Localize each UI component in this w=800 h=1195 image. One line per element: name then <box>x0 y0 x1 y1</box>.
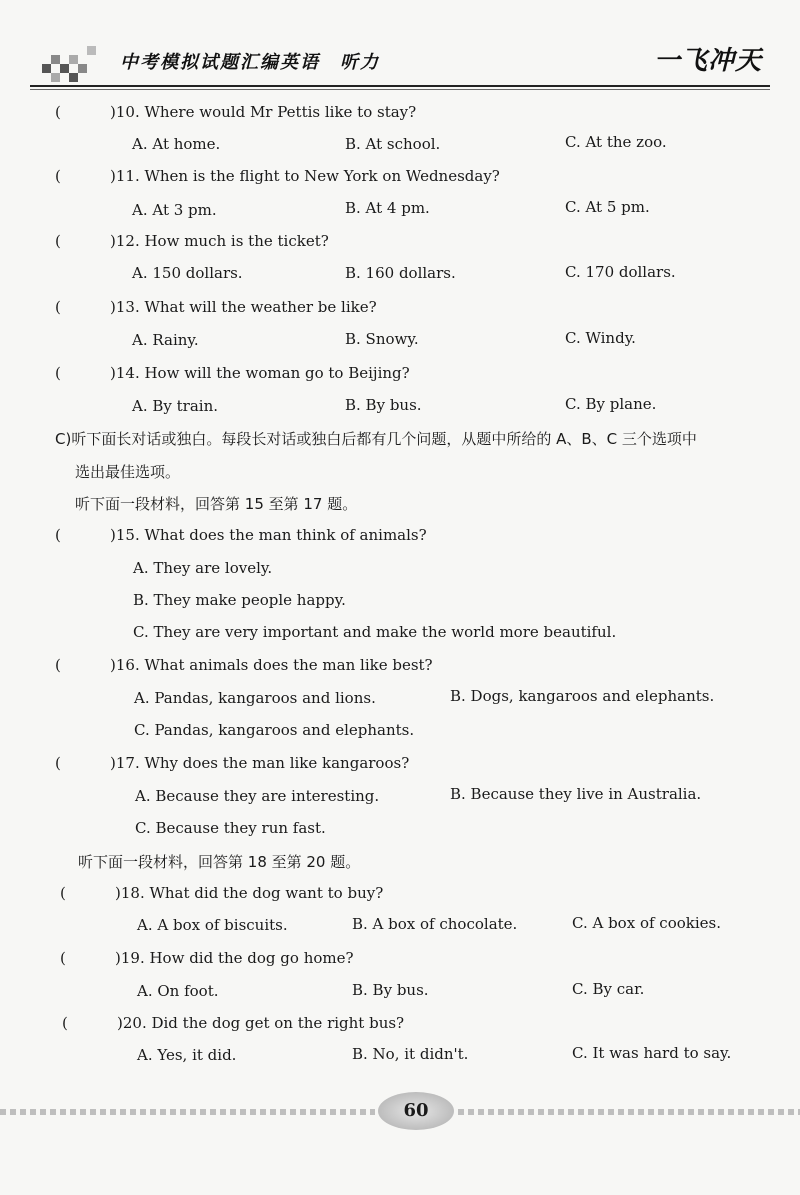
brand-logo: 一飞冲天 <box>653 46 762 76</box>
header-divider-thin <box>30 89 770 90</box>
question-10: ( )10. Where would Mr Pettis like to stay? <box>55 103 417 121</box>
option-c: C. Pandas, kangaroos and elephants. <box>134 721 415 739</box>
option-b: B. Snowy. <box>345 330 419 348</box>
option-b: B. At 4 pm. <box>345 199 430 217</box>
option-b: B. Because they live in Australia. <box>450 785 702 803</box>
option-a: A. Rainy. <box>132 331 199 349</box>
option-c: C. Because they run fast. <box>135 819 326 837</box>
question-18: ( )18. What did the dog want to buy? <box>60 884 384 902</box>
page-number: 60 <box>378 1092 454 1130</box>
question-17: ( )17. Why does the man like kangaroos? <box>55 754 410 772</box>
option-a: A. At 3 pm. <box>132 201 217 219</box>
option-b: B. Dogs, kangaroos and elephants. <box>450 687 715 705</box>
option-b: B. No, it didn't. <box>352 1045 469 1063</box>
question-14: ( )14. How will the woman go to Beijing? <box>55 364 410 382</box>
option-a: A. 150 dollars. <box>132 264 243 282</box>
option-c: C. 170 dollars. <box>565 263 676 281</box>
question-15: ( )15. What does the man think of animals? <box>55 526 427 544</box>
section-c-instruction-cont: 选出最佳选项。 <box>75 463 181 481</box>
option-a: A. A box of biscuits. <box>137 916 288 934</box>
option-a: A. On foot. <box>137 982 219 1000</box>
option-a: A. They are lovely. <box>133 559 273 577</box>
option-a: A. Yes, it did. <box>137 1046 237 1064</box>
option-a: A. Pandas, kangaroos and lions. <box>134 689 376 707</box>
option-c: C. At 5 pm. <box>565 198 650 216</box>
option-a: A. By train. <box>132 397 219 415</box>
question-20: ( )20. Did the dog get on the right bus? <box>62 1014 405 1032</box>
option-c: C. Windy. <box>565 329 636 347</box>
question-12: ( )12. How much is the ticket? <box>55 232 329 250</box>
header-divider <box>30 85 770 87</box>
section-c-instruction: C)听下面长对话或独白。每段长对话或独白后都有几个问题，从题中所给的 A、B、C 三个选项中 <box>55 430 697 448</box>
option-b: B. At school. <box>345 135 441 153</box>
footer-ornament-right <box>458 1109 800 1115</box>
question-19: ( )19. How did the dog go home? <box>60 949 354 967</box>
option-b: B. By bus. <box>345 396 422 414</box>
option-b: B. They make people happy. <box>133 591 346 609</box>
option-c: C. By plane. <box>565 395 657 413</box>
option-c: C. By car. <box>572 980 645 998</box>
option-c: C. At the zoo. <box>565 133 667 151</box>
material-heading: 听下面一段材料，回答第 15 至第 17 题。 <box>75 495 358 513</box>
checker-logo-icon <box>42 46 102 82</box>
page-header <box>0 0 800 90</box>
header-title: 中考模拟试题汇编英语 听力 <box>120 52 380 73</box>
option-a: A. At home. <box>132 135 221 153</box>
question-13: ( )13. What will the weather be like? <box>55 298 377 316</box>
option-b: B. 160 dollars. <box>345 264 456 282</box>
option-c: C. A box of cookies. <box>572 914 721 932</box>
option-c: C. They are very important and make the world more beautiful. <box>133 623 617 641</box>
question-11: ( )11. When is the flight to New York on Wednesday? <box>55 167 500 185</box>
option-a: A. Because they are interesting. <box>135 787 380 805</box>
option-b: B. By bus. <box>352 981 429 999</box>
page-footer <box>0 1090 800 1140</box>
footer-ornament-left <box>0 1109 375 1115</box>
question-16: ( )16. What animals does the man like best? <box>55 656 433 674</box>
option-c: C. It was hard to say. <box>572 1044 732 1062</box>
material-heading: 听下面一段材料，回答第 18 至第 20 题。 <box>78 853 361 871</box>
option-b: B. A box of chocolate. <box>352 915 518 933</box>
